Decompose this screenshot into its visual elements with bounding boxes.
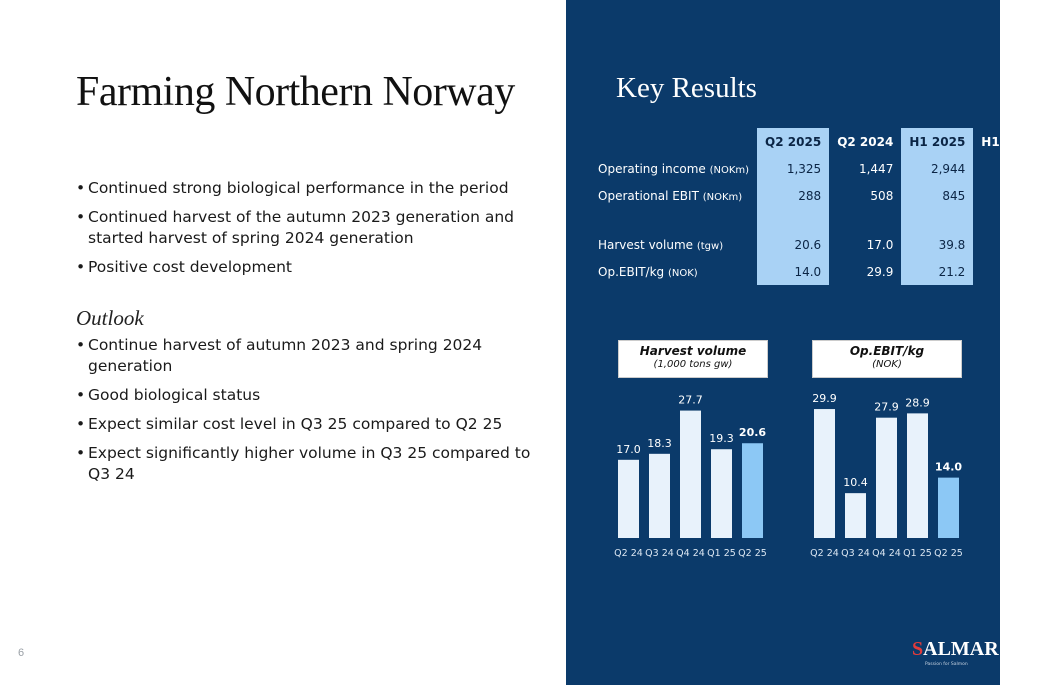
- logo-text: ALMAR: [923, 638, 999, 660]
- bar-q3-24: [649, 454, 670, 538]
- table-row: [594, 231, 1045, 258]
- column-header: H1 2024: [981, 134, 1038, 149]
- bullet-item: • Positive cost development: [76, 257, 546, 278]
- spacer-cell: [829, 209, 901, 231]
- chart-title: Op.EBIT/kg: [849, 344, 925, 358]
- row-unit: (NOKm): [702, 191, 743, 203]
- column-header: H1 2025: [901, 128, 973, 155]
- table-row: [594, 182, 1045, 209]
- bar-q4-24: [680, 411, 701, 538]
- harvest-volume-chart: [610, 385, 775, 570]
- spacer-cell: [901, 209, 973, 231]
- key-results-table: [594, 128, 1045, 285]
- table-spacer-row: [594, 209, 1045, 231]
- chart-subtitle: (NOK): [872, 359, 902, 370]
- table-cell: 2,944: [901, 155, 973, 182]
- table-cell: 1,325: [757, 155, 829, 182]
- table-cell: 845: [901, 182, 973, 209]
- row-label: [594, 258, 757, 285]
- table-cell: 20.6: [757, 231, 829, 258]
- spacer-cell: [973, 209, 1045, 231]
- table-cell: 28.5: [1010, 264, 1038, 279]
- bar-q1-25: [711, 449, 732, 538]
- row-label: [594, 182, 757, 209]
- data-label: 14.0: [934, 460, 963, 474]
- column-header: Q2 2024: [837, 134, 894, 149]
- outlook-item: • Expect similar cost level in Q3 25 compared to Q2 25: [76, 414, 546, 435]
- table-row: [594, 258, 1045, 285]
- row-label-text: Operating income: [598, 161, 706, 176]
- x-tick-label: Q4 24: [676, 548, 705, 559]
- logo-tagline: Passion for Salmon: [925, 662, 968, 667]
- row-label-text: Operational EBIT: [598, 188, 699, 203]
- chart-subtitle: (1,000 tons gw): [653, 359, 733, 370]
- bar-q4-24: [876, 418, 897, 538]
- page-number: 6: [18, 647, 25, 659]
- bar-q3-24: [845, 493, 866, 538]
- bullet-item: • Continued harvest of the autumn 2023 generation and started harvest of spring 2024 generation: [76, 207, 546, 249]
- bar-q2-24: [618, 460, 639, 538]
- x-tick-label: Q2 24: [810, 548, 839, 559]
- table-cell: 21.2: [901, 258, 973, 285]
- spacer-cell: [757, 209, 829, 231]
- salmar-logo: [912, 638, 999, 667]
- spacer-cell: [594, 209, 757, 231]
- table-cell: 984: [1014, 188, 1038, 203]
- table-cell: 2,902: [1002, 161, 1038, 176]
- bar-q2-25: [938, 478, 959, 538]
- x-tick-label: Q1 25: [903, 548, 932, 559]
- harvest-chart-title-box: [618, 340, 768, 378]
- table-cell: 14.0: [757, 258, 829, 285]
- table-cell: 34.6: [1010, 237, 1038, 252]
- op-ebit-kg-chart: [806, 385, 971, 570]
- x-tick-label: Q3 24: [841, 548, 870, 559]
- column-header: Q2 2025: [757, 128, 829, 155]
- table-corner: [594, 128, 757, 155]
- table-cell: 1,447: [858, 161, 894, 176]
- data-label: 19.3: [709, 432, 734, 446]
- bullet-list: [76, 178, 546, 493]
- data-label: 20.6: [738, 426, 767, 440]
- data-label: 27.9: [874, 400, 899, 414]
- x-tick-label: Q1 25: [707, 548, 736, 559]
- data-label: 18.3: [647, 436, 672, 450]
- bar-q2-25: [742, 443, 763, 538]
- row-unit: (NOK): [668, 267, 698, 279]
- table-cell: 29.9: [866, 264, 894, 279]
- data-label: 17.0: [616, 442, 641, 456]
- data-label: 29.9: [812, 392, 837, 406]
- row-label-text: Harvest volume: [598, 237, 694, 252]
- row-unit: (tgw): [696, 240, 724, 252]
- x-tick-label: Q4 24: [872, 548, 901, 559]
- table-cell: 39.8: [901, 231, 973, 258]
- key-results-title: Key Results: [616, 72, 757, 104]
- bar-q1-25: [907, 413, 928, 538]
- outlook-item: • Continue harvest of autumn 2023 and spring 2024 generation: [76, 335, 546, 377]
- data-label: 27.7: [678, 393, 703, 407]
- row-label-text: Op.EBIT/kg: [598, 264, 665, 279]
- page-title: Farming Northern Norway: [76, 69, 515, 115]
- outlook-item: • Good biological status: [76, 385, 546, 406]
- x-tick-label: Q2 25: [934, 548, 963, 559]
- data-label: 10.4: [843, 476, 868, 490]
- bullet-item: • Continued strong biological performance in the period: [76, 178, 546, 199]
- chart-title: Harvest volume: [639, 344, 747, 358]
- row-label: [594, 231, 757, 258]
- outlook-heading: Outlook: [76, 306, 144, 330]
- bar-q2-24: [814, 409, 835, 538]
- row-unit: (NOKm): [709, 164, 750, 176]
- ebit-chart-title-box: [812, 340, 962, 378]
- outlook-item: • Expect significantly higher volume in Q3 25 compared to Q3 24: [76, 443, 546, 485]
- x-tick-label: Q2 25: [738, 548, 767, 559]
- logo-mark: S: [912, 638, 924, 660]
- x-tick-label: Q2 24: [614, 548, 643, 559]
- table-cell: 508: [870, 188, 894, 203]
- table-cell: 17.0: [866, 237, 894, 252]
- table-row: [594, 155, 1045, 182]
- table-cell: 288: [757, 182, 829, 209]
- table-header-row: [594, 128, 1045, 155]
- x-tick-label: Q3 24: [645, 548, 674, 559]
- data-label: 28.9: [905, 396, 930, 410]
- row-label: [594, 155, 757, 182]
